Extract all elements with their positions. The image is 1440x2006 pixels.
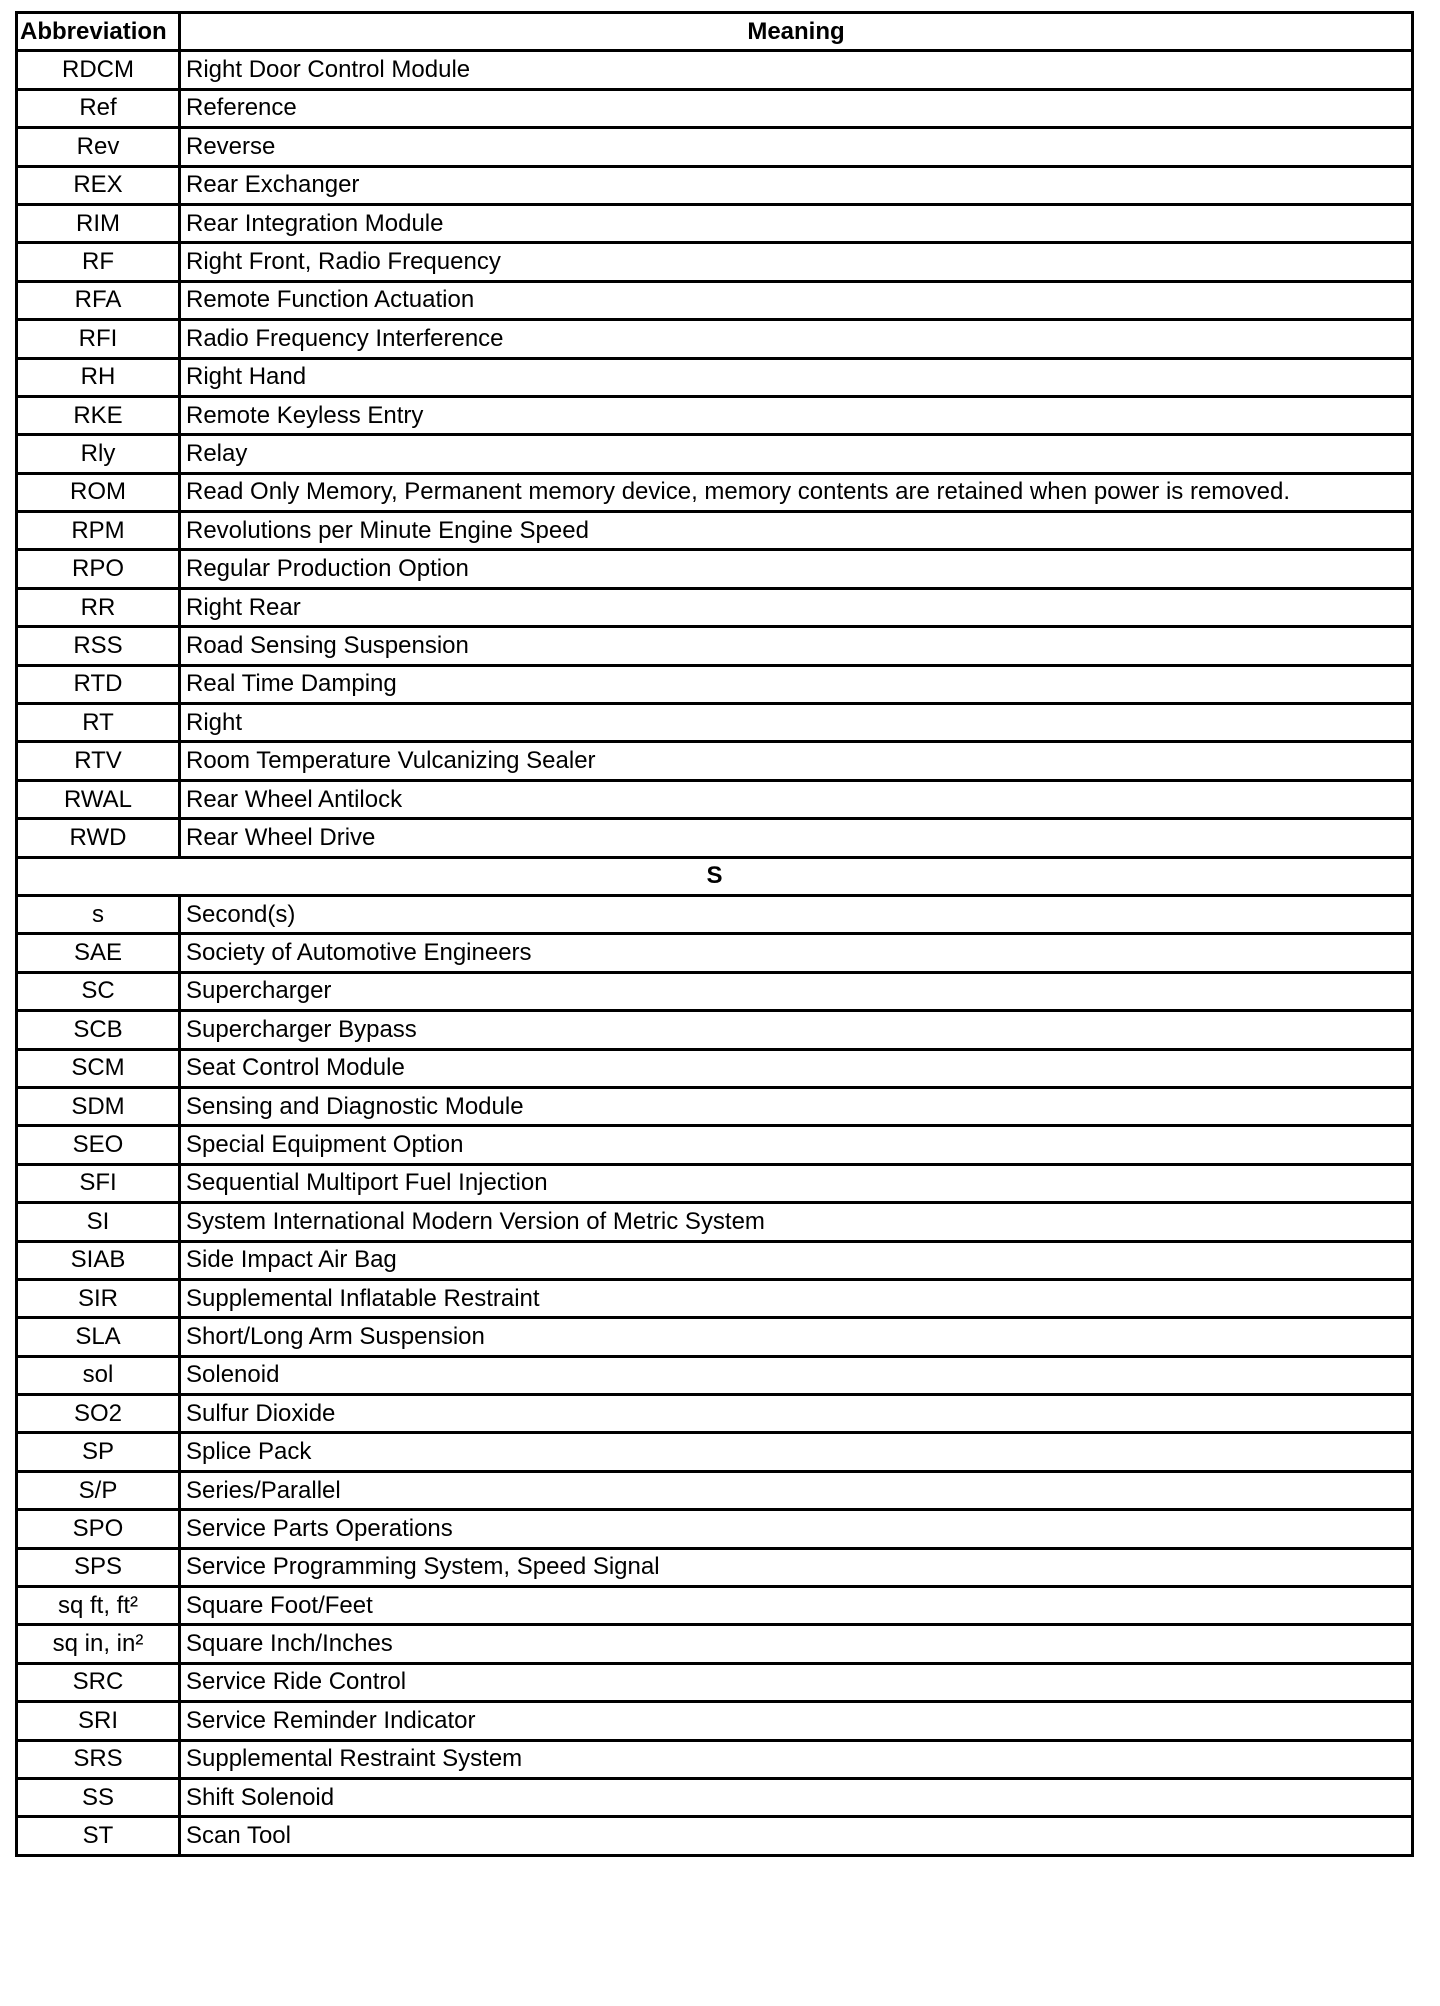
abbreviation-cell: SFI bbox=[17, 1164, 180, 1202]
abbreviation-cell: RTD bbox=[17, 665, 180, 703]
abbreviation-cell: RIM bbox=[17, 204, 180, 242]
meaning-cell: Sulfur Dioxide bbox=[180, 1395, 1413, 1433]
table-row bbox=[17, 1702, 1413, 1740]
abbreviation-cell: SDM bbox=[17, 1087, 180, 1125]
meaning-cell: Solenoid bbox=[180, 1356, 1413, 1394]
abbreviation-cell: RWAL bbox=[17, 780, 180, 818]
meaning-cell: Road Sensing Suspension bbox=[180, 627, 1413, 665]
abbreviation-cell: SO2 bbox=[17, 1395, 180, 1433]
abbreviation-cell: RTV bbox=[17, 742, 180, 780]
abbreviation-cell: RSS bbox=[17, 627, 180, 665]
meaning-cell: Service Reminder Indicator bbox=[180, 1702, 1413, 1740]
meaning-cell: Side Impact Air Bag bbox=[180, 1241, 1413, 1279]
table-row bbox=[17, 473, 1413, 511]
abbreviation-cell: SLA bbox=[17, 1318, 180, 1356]
abbreviation-cell: RPO bbox=[17, 550, 180, 588]
meaning-cell: Service Ride Control bbox=[180, 1663, 1413, 1701]
meaning-cell: Rear Wheel Antilock bbox=[180, 780, 1413, 818]
meaning-cell: Right Front, Radio Frequency bbox=[180, 243, 1413, 281]
meaning-cell: Supercharger bbox=[180, 972, 1413, 1010]
meaning-cell: Sensing and Diagnostic Module bbox=[180, 1087, 1413, 1125]
meaning-cell: Relay bbox=[180, 435, 1413, 473]
meaning-cell: Shift Solenoid bbox=[180, 1778, 1413, 1816]
table-row bbox=[17, 1126, 1413, 1164]
meaning-cell: Room Temperature Vulcanizing Sealer bbox=[180, 742, 1413, 780]
table-header bbox=[17, 13, 1413, 51]
meaning-cell: Right Door Control Module bbox=[180, 51, 1413, 89]
abbreviation-cell: RFA bbox=[17, 281, 180, 319]
meaning-cell: Supplemental Inflatable Restraint bbox=[180, 1279, 1413, 1317]
abbreviation-cell: SRI bbox=[17, 1702, 180, 1740]
abbreviation-cell: SPO bbox=[17, 1510, 180, 1548]
meaning-cell: Right Hand bbox=[180, 358, 1413, 396]
meaning-cell: Regular Production Option bbox=[180, 550, 1413, 588]
meaning-cell: Society of Automotive Engineers bbox=[180, 934, 1413, 972]
abbreviation-cell: RPM bbox=[17, 512, 180, 550]
abbreviation-cell: RT bbox=[17, 704, 180, 742]
meaning-cell: Supplemental Restraint System bbox=[180, 1740, 1413, 1778]
meaning-cell: Remote Keyless Entry bbox=[180, 396, 1413, 434]
section-row bbox=[17, 857, 1413, 895]
table-row bbox=[17, 1203, 1413, 1241]
meaning-cell: Remote Function Actuation bbox=[180, 281, 1413, 319]
meaning-cell: Seat Control Module bbox=[180, 1049, 1413, 1087]
meaning-cell: Radio Frequency Interference bbox=[180, 320, 1413, 358]
table-row bbox=[17, 1587, 1413, 1625]
abbreviation-cell: sq ft, ft² bbox=[17, 1587, 180, 1625]
abbreviation-cell: SRS bbox=[17, 1740, 180, 1778]
table-row bbox=[17, 243, 1413, 281]
meaning-cell: Right bbox=[180, 704, 1413, 742]
abbreviation-cell: SEO bbox=[17, 1126, 180, 1164]
abbreviation-cell: RDCM bbox=[17, 51, 180, 89]
abbreviation-cell: s bbox=[17, 895, 180, 933]
table-row bbox=[17, 512, 1413, 550]
abbreviation-cell: RF bbox=[17, 243, 180, 281]
table-row bbox=[17, 1778, 1413, 1816]
abbreviation-cell: SIR bbox=[17, 1279, 180, 1317]
table-row bbox=[17, 396, 1413, 434]
table-row bbox=[17, 1395, 1413, 1433]
table-row bbox=[17, 281, 1413, 319]
table-row bbox=[17, 358, 1413, 396]
abbreviation-cell: SP bbox=[17, 1433, 180, 1471]
meaning-cell: Reverse bbox=[180, 128, 1413, 166]
abbreviation-cell: SAE bbox=[17, 934, 180, 972]
meaning-cell: Rear Wheel Drive bbox=[180, 819, 1413, 857]
abbreviation-cell: sq in, in² bbox=[17, 1625, 180, 1663]
table-row bbox=[17, 1663, 1413, 1701]
abbreviation-table bbox=[15, 11, 1414, 1857]
meaning-cell: Special Equipment Option bbox=[180, 1126, 1413, 1164]
table-row bbox=[17, 51, 1413, 89]
abbreviation-cell: SIAB bbox=[17, 1241, 180, 1279]
meaning-cell: Right Rear bbox=[180, 588, 1413, 626]
table-row bbox=[17, 895, 1413, 933]
table-row bbox=[17, 627, 1413, 665]
table-body bbox=[17, 51, 1413, 1855]
table-row bbox=[17, 1625, 1413, 1663]
table-row bbox=[17, 550, 1413, 588]
table-row bbox=[17, 819, 1413, 857]
table-row bbox=[17, 972, 1413, 1010]
meaning-cell: Revolutions per Minute Engine Speed bbox=[180, 512, 1413, 550]
table-row bbox=[17, 1011, 1413, 1049]
abbreviation-cell: REX bbox=[17, 166, 180, 204]
abbreviation-cell: SRC bbox=[17, 1663, 180, 1701]
abbreviation-cell: RWD bbox=[17, 819, 180, 857]
abbreviation-cell: SS bbox=[17, 1778, 180, 1816]
table-row bbox=[17, 1279, 1413, 1317]
abbreviation-cell: SCM bbox=[17, 1049, 180, 1087]
table-row bbox=[17, 128, 1413, 166]
table-row bbox=[17, 1740, 1413, 1778]
table-row bbox=[17, 1471, 1413, 1509]
meaning-cell: Square Foot/Feet bbox=[180, 1587, 1413, 1625]
meaning-cell: Supercharger Bypass bbox=[180, 1011, 1413, 1049]
table-row bbox=[17, 1817, 1413, 1855]
abbreviation-cell: SPS bbox=[17, 1548, 180, 1586]
table-row bbox=[17, 1318, 1413, 1356]
abbreviation-cell: Rly bbox=[17, 435, 180, 473]
table-row bbox=[17, 780, 1413, 818]
meaning-cell: Reference bbox=[180, 89, 1413, 127]
abbreviation-cell: RKE bbox=[17, 396, 180, 434]
meaning-cell: Service Programming System, Speed Signal bbox=[180, 1548, 1413, 1586]
abbreviation-cell: ST bbox=[17, 1817, 180, 1855]
abbreviation-cell: RR bbox=[17, 588, 180, 626]
abbreviation-cell: RH bbox=[17, 358, 180, 396]
meaning-cell: Short/Long Arm Suspension bbox=[180, 1318, 1413, 1356]
meaning-cell: System International Modern Version of Metric System bbox=[180, 1203, 1413, 1241]
abbreviation-cell: SCB bbox=[17, 1011, 180, 1049]
table-row bbox=[17, 742, 1413, 780]
meaning-cell: Rear Integration Module bbox=[180, 204, 1413, 242]
table-row bbox=[17, 704, 1413, 742]
abbreviation-cell: ROM bbox=[17, 473, 180, 511]
table-row bbox=[17, 588, 1413, 626]
header-meaning: Meaning bbox=[180, 13, 1413, 51]
abbreviation-cell: sol bbox=[17, 1356, 180, 1394]
table-row bbox=[17, 204, 1413, 242]
abbreviation-cell: Rev bbox=[17, 128, 180, 166]
table-row bbox=[17, 665, 1413, 703]
table-row bbox=[17, 1164, 1413, 1202]
meaning-cell: Sequential Multiport Fuel Injection bbox=[180, 1164, 1413, 1202]
abbreviation-cell: SC bbox=[17, 972, 180, 1010]
abbreviation-cell: SI bbox=[17, 1203, 180, 1241]
table-row bbox=[17, 435, 1413, 473]
meaning-cell: Read Only Memory, Permanent memory device, memory contents are retained when power is removed. bbox=[180, 473, 1413, 511]
header-row bbox=[17, 13, 1413, 51]
table-row bbox=[17, 1356, 1413, 1394]
table-row bbox=[17, 1087, 1413, 1125]
table-row bbox=[17, 1241, 1413, 1279]
meaning-cell: Real Time Damping bbox=[180, 665, 1413, 703]
table-row bbox=[17, 1433, 1413, 1471]
section-heading: S bbox=[17, 857, 1413, 895]
meaning-cell: Splice Pack bbox=[180, 1433, 1413, 1471]
table-row bbox=[17, 89, 1413, 127]
table-row bbox=[17, 166, 1413, 204]
table-row bbox=[17, 320, 1413, 358]
abbreviation-cell: S/P bbox=[17, 1471, 180, 1509]
meaning-cell: Scan Tool bbox=[180, 1817, 1413, 1855]
meaning-cell: Rear Exchanger bbox=[180, 166, 1413, 204]
table-row bbox=[17, 1049, 1413, 1087]
table-row bbox=[17, 934, 1413, 972]
table-row bbox=[17, 1548, 1413, 1586]
meaning-cell: Second(s) bbox=[180, 895, 1413, 933]
meaning-cell: Series/Parallel bbox=[180, 1471, 1413, 1509]
abbreviation-cell: Ref bbox=[17, 89, 180, 127]
meaning-cell: Service Parts Operations bbox=[180, 1510, 1413, 1548]
meaning-cell: Square Inch/Inches bbox=[180, 1625, 1413, 1663]
table-row bbox=[17, 1510, 1413, 1548]
header-abbreviation: Abbreviation bbox=[17, 13, 180, 51]
abbreviation-cell: RFI bbox=[17, 320, 180, 358]
